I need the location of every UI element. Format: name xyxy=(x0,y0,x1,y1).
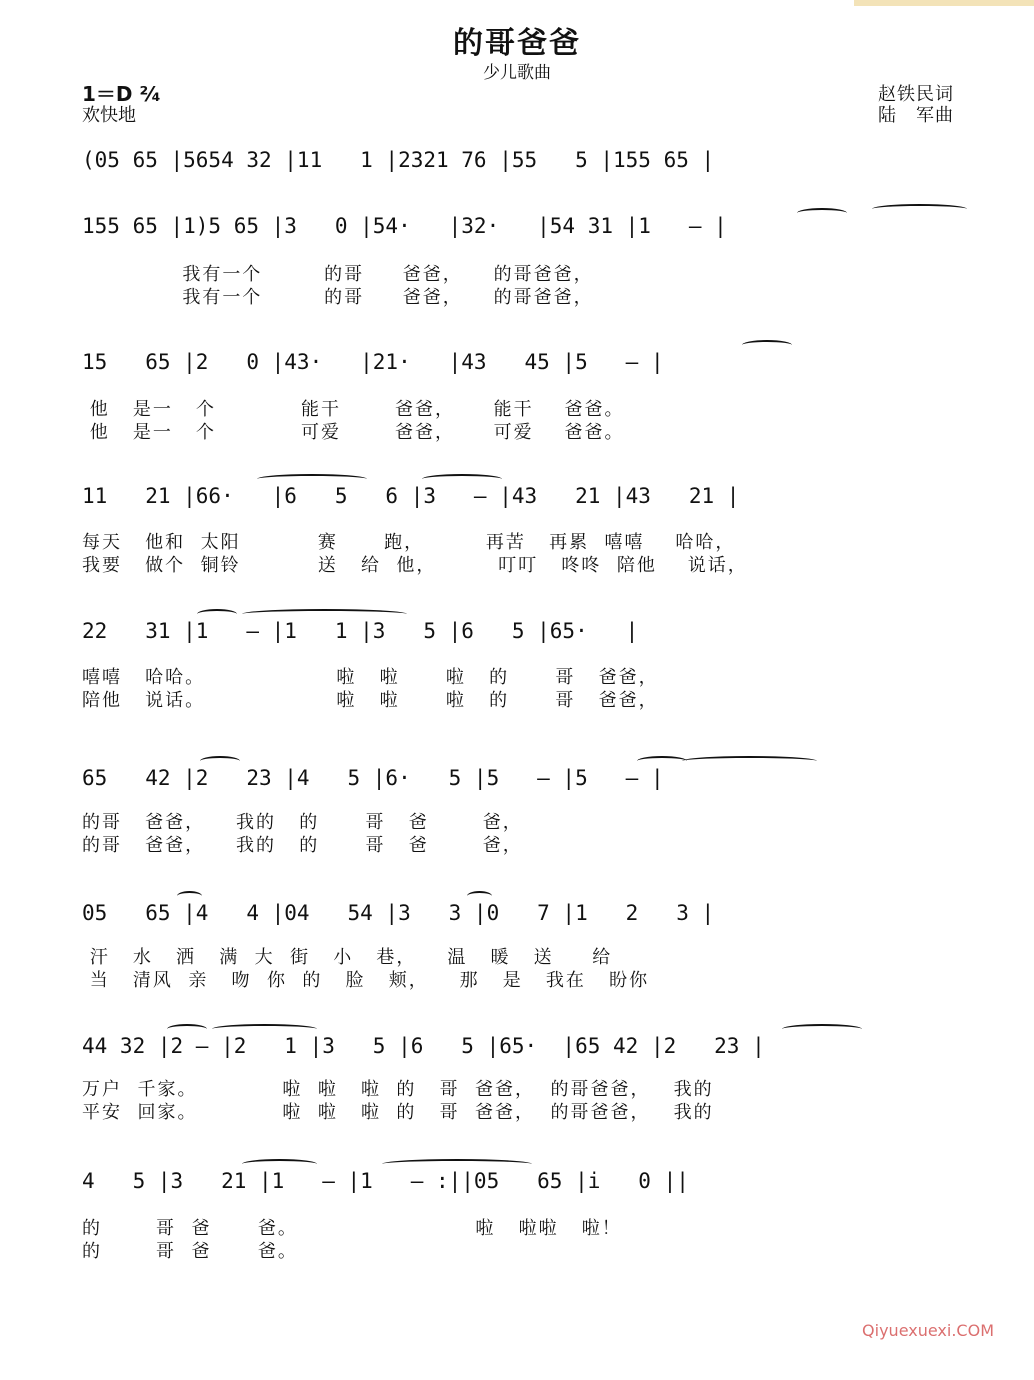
composer-credit: 陆 军曲 xyxy=(878,105,954,126)
notation-line-7 xyxy=(82,893,967,933)
tie-mark xyxy=(782,1024,862,1034)
lyric-verse-2: 陪他 说话。 啦 啦 啦 的 哥 爸爸， xyxy=(82,690,659,711)
key-signature: 1＝D ²⁄₄ xyxy=(82,82,161,106)
notation-notes: 05 65 |4 4 |04 54 |3 3 |0 7 |1 2 3 | xyxy=(82,901,715,925)
tie-mark xyxy=(197,609,237,619)
notation-notes: 44 32 |2 — |2 1 |3 5 |6 5 |65· |65 42 |2 23 | xyxy=(82,1034,765,1058)
notation-line-9 xyxy=(82,1161,967,1201)
notation-notes: 11 21 |66· |6 5 6 |3 — |43 21 |43 21 | xyxy=(82,484,740,508)
notation-line-1 xyxy=(82,140,967,180)
lyric-verse-1: 万户 千家。 啦 啦 啦 的 哥 爸爸， 的哥爸爸， 我的 xyxy=(82,1079,714,1100)
lyric-verse-1: 每天 他和 太阳 赛 跑， 再苦 再累 嘻嘻 哈哈， xyxy=(82,532,736,553)
lyric-verse-1: 我有一个 的哥 爸爸， 的哥爸爸， xyxy=(82,264,594,285)
song-subtitle: 少儿歌曲 xyxy=(483,63,551,83)
notation-line-6 xyxy=(82,758,967,798)
lyric-verse-2: 的哥 爸爸， 我的 的 哥 爸 爸， xyxy=(82,835,523,856)
notation-notes: 15 65 |2 0 |43· |21· |43 45 |5 — | xyxy=(82,350,664,374)
top-decoration xyxy=(854,0,1034,6)
notation-notes: 155 65 |1)5 65 |3 0 |54· |32· |54 31 |1 — | xyxy=(82,214,727,238)
notation-notes: 22 31 |1 — |1 1 |3 5 |6 5 |65· | xyxy=(82,619,639,643)
notation-notes: (05 65 |5654 32 |11 1 |2321 76 |55 5 |155 65 | xyxy=(82,148,715,172)
lyricist-credit: 赵铁民词 xyxy=(878,84,954,105)
notation-notes: 4 5 |3 21 |1 — |1 — :||05 65 |i 0 || xyxy=(82,1169,689,1193)
tie-mark xyxy=(872,204,967,214)
tie-mark xyxy=(242,609,407,619)
lyric-verse-2: 平安 回家。 啦 啦 啦 的 哥 爸爸， 的哥爸爸， 我的 xyxy=(82,1102,714,1123)
site-watermark: Qiyuexuexi.COM xyxy=(862,1321,994,1340)
song-title: 的哥爸爸 xyxy=(453,26,581,61)
notation-line-2 xyxy=(82,206,967,246)
notation-line-5 xyxy=(82,611,967,651)
lyric-verse-2: 他 是一 个 可爱 爸爸， 可爱 爸爸。 xyxy=(82,422,625,443)
lyric-verse-2: 当 清风 亲 吻 你 的 脸 颊， 那 是 我在 盼你 xyxy=(82,970,650,991)
lyric-verse-1: 的 哥 爸 爸。 啦 啦啦 啦！ xyxy=(82,1218,622,1239)
lyric-verse-2: 的 哥 爸 爸。 xyxy=(82,1241,298,1262)
notation-line-4 xyxy=(82,476,967,516)
lyric-verse-2: 我有一个 的哥 爸爸， 的哥爸爸， xyxy=(82,287,594,308)
tie-mark xyxy=(257,474,367,484)
lyric-verse-1: 汗 水 洒 满 大 街 小 巷， 温 暖 送 给 xyxy=(82,947,613,968)
tie-mark xyxy=(177,891,202,901)
notation-line-3 xyxy=(82,342,967,382)
tie-mark xyxy=(797,208,847,218)
lyric-verse-1: 他 是一 个 能干 爸爸， 能干 爸爸。 xyxy=(82,399,625,420)
tie-mark xyxy=(242,1159,317,1169)
tie-mark xyxy=(467,891,492,901)
tie-mark xyxy=(212,1024,317,1034)
notation-notes: 65 42 |2 23 |4 5 |6· 5 |5 — |5 — | xyxy=(82,766,664,790)
tie-mark xyxy=(200,756,240,766)
tie-mark xyxy=(637,756,687,766)
tempo-marking: 欢快地 xyxy=(82,105,136,126)
lyric-verse-2: 我要 做个 铜铃 送 给 他， 叮叮 咚咚 陪他 说话， xyxy=(82,555,748,576)
tie-mark xyxy=(167,1024,207,1034)
notation-line-8 xyxy=(82,1026,967,1066)
tie-mark xyxy=(382,1159,532,1169)
lyric-verse-1: 嘻嘻 哈哈。 啦 啦 啦 的 哥 爸爸， xyxy=(82,667,659,688)
lyric-verse-1: 的哥 爸爸， 我的 的 哥 爸 爸， xyxy=(82,812,523,833)
tie-mark xyxy=(422,474,502,484)
tie-mark xyxy=(742,340,792,350)
tie-mark xyxy=(682,756,817,766)
